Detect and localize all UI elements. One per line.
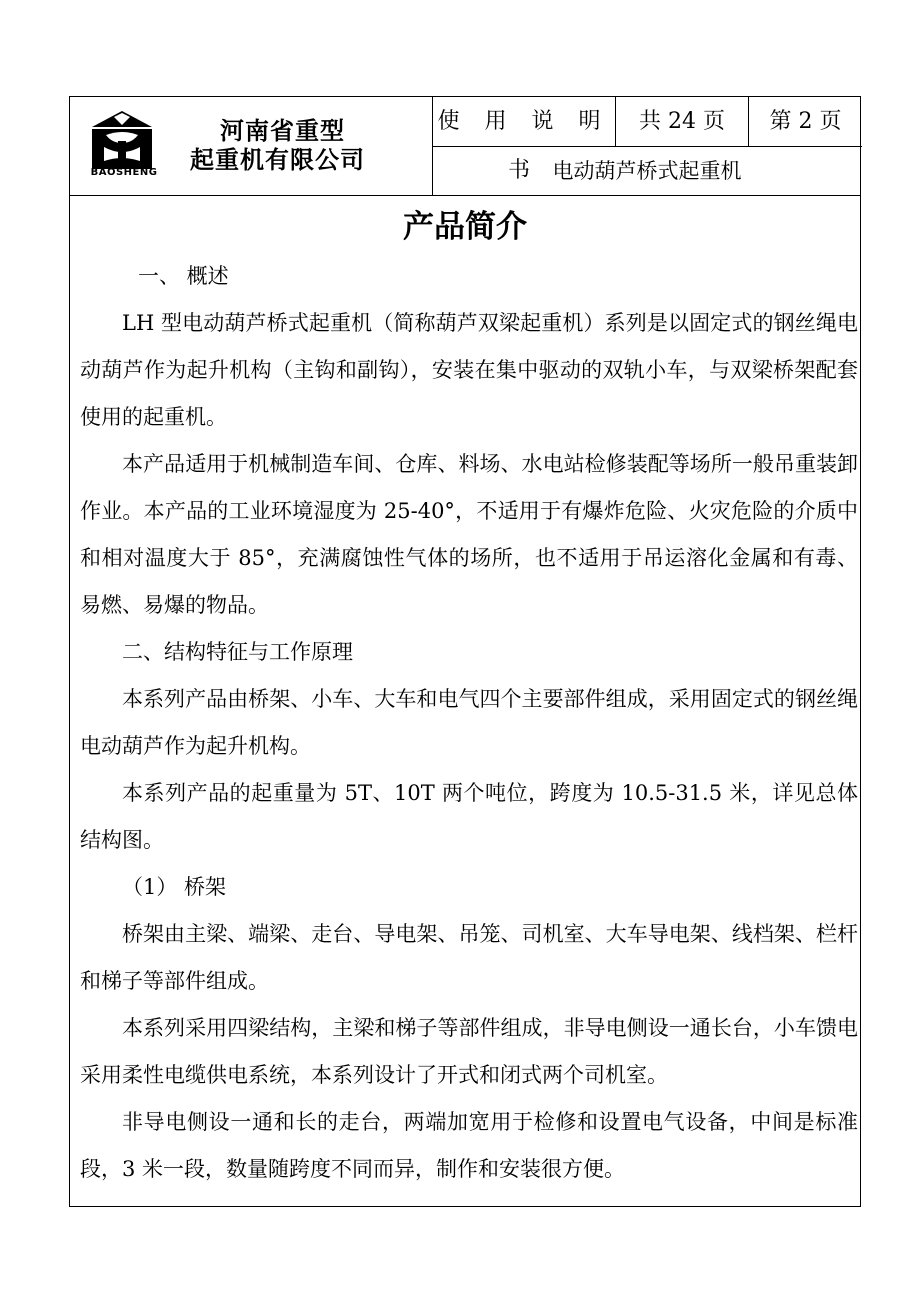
page-number: 第 2 页: [769, 109, 842, 134]
document-page: [69, 96, 861, 1207]
product-name: 电动葫芦桥式起重机: [552, 159, 742, 183]
section-heading: 一、 概述: [138, 264, 229, 288]
paragraph: 非导电侧设一通和长的走台，两端加宽用于检修和设置电气设备，中间是标准段，3 米一段，数量随跨度不同而异，制作和安装很方便。: [80, 1110, 858, 1181]
section-heading: 二、结构特征与工作原理: [122, 640, 353, 664]
paragraph: 本系列产品的起重量为 5T、10T 两个吨位，跨度为 10.5-31.5 米，详见总体结构图。: [80, 781, 858, 852]
paragraph: 本系列产品由桥架、小车、大车和电气四个主要部件组成，采用固定式的钢丝绳电动葫芦作为起升机构。: [80, 687, 858, 758]
subsection-heading: （1） 桥架: [122, 875, 227, 899]
logo-text: BAOSHENG: [90, 167, 158, 178]
document-header: [70, 97, 860, 196]
body-text: [80, 253, 858, 1193]
paragraph: 本系列采用四梁结构，主梁和梯子等部件组成，非导电侧设一通长台，小车馈电采用柔性电缆供电系统，本系列设计了开式和闭式两个司机室。: [80, 1016, 858, 1087]
company-name-line2: 起重机有限公司: [190, 146, 365, 174]
doc-type: 使 用 说 明 书: [432, 97, 616, 146]
total-pages: 共 24 页: [616, 97, 749, 146]
paragraph: LH 型电动葫芦桥式起重机（简称葫芦双梁起重机）系列是以固定式的钢丝绳电动葫芦作为起升机构（主钩和副钩），安装在集中驱动的双轨小车，与双梁桥架配套使用的起重机。: [80, 311, 858, 429]
company-name: [190, 117, 420, 175]
page-title: 产品简介: [403, 209, 527, 245]
paragraph: 桥架由主梁、端梁、走台、导电架、吊笼、司机室、大车导电架、线档架、栏杆和梯子等部件组成。: [80, 922, 858, 993]
company-name-line1: 河南省重型: [220, 117, 345, 145]
paragraph: 本产品适用于机械制造车间、仓库、料场、水电站检修装配等场所一般吊重装卸作业。本产品的工业环境湿度为 25-40°，不适用于有爆炸危险、火灾危险的介质中和相对温度大于 85°，充满腐蚀性气体的场所，也不适用于吊运溶化金属和有毒、易燃、易爆的物品。: [80, 452, 858, 617]
company-logo-cell: [70, 97, 433, 195]
